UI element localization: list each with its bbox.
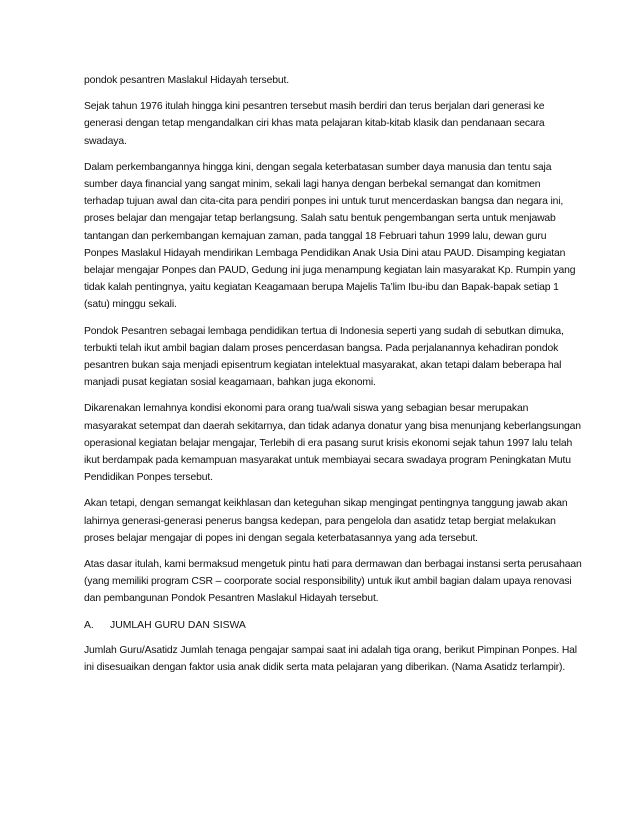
paragraph-economy: Dikarenakan lemahnya kondisi ekonomi para orang tua/wali siswa yang sebagian besar merupakan masyarakat setempat dan daerah sekitarnya, dan tidak adanya donatur yang bisa menunjang keberlangsungan operasional kegiatan belajar mengajar, Terlebih di era pasang surut krisis ekonomi sejak tahun 1997 lalu telah ikut berdampak pada kemampuan masyarakat untuk membiayai secara swadaya program Peningkatan Mutu Pendidikan Ponpes tersebut.: [84, 403, 581, 484]
paragraph-intro: pondok pesantren Maslakul Hidayah tersebut.: [84, 75, 289, 86]
paragraph-appeal: Atas dasar itulah, kami bermaksud mengetuk pintu hati para dermawan dan berbagai instansi serta perusahaan (yang memiliki program CSR – coorporate social responsibility) untuk ikut ambil bagian dalam upaya renovasi dan pembangunan Pondok Pesantren Maslakul Hidayah tersebut.: [84, 559, 582, 605]
paragraph-role: Pondok Pesantren sebagai lembaga pendidikan tertua di Indonesia seperti yang sudah di sebutkan dimuka, terbukti telah ikut ambil bagian dalam proses pencerdasan bangsa. Pada perjalanannya kehadiran pondok pesantren bukan saja menjadi episentrum kegiatan intelektual masyarakat, akan tetapi dalam beberapa hal manjadi pusat kegiatan sosial keagamaan, bahkan juga ekonomi.: [84, 325, 564, 389]
section-number: A.: [84, 619, 94, 631]
paragraph-development: Dalam perkembangannya hingga kini, dengan segala keterbatasan sumber daya manusia dan tentu saja sumber daya financial yang sangat minim, sekali lagi hanya dengan berbekal semangat dan komitmen terhadap tujuan awal dan cita-cita para pendiri ponpes ini untuk turut mencerdaskan bangsa dan negara ini, proses belajar dan mengajar tetap berlangsung. Salah satu bentuk pengembangan serta untuk menjawab tantangan dan perkembangan kemajuan zaman, pada tanggal 18 Februari tahun 1999 lalu, dewan guru Ponpes Maslakul Hidayah mendirikan Lembaga Pendidikan Anak Usia Dini atau PAUD. Disamping kegiatan belajar mengajar Ponpes dan PAUD, Gedung ini juga menampung kegiatan lain masyarakat Kp. Rumpin yang tidak kalah pentingnya, yaitu kegiatan Keagamaan berupa Majelis Ta’lim Ibu-ibu dan Bapak-bapak setiap 1 (satu) minggu sekali.: [84, 161, 576, 311]
section-title: JUMLAH GURU DAN SISWA: [110, 619, 246, 631]
paragraph-history: Sejak tahun 1976 itulah hingga kini pesantren tersebut masih berdiri dan terus berjalan dari generasi ke generasi dengan tetap mengandalkan ciri khas mata pelajaran kitab-kitab klasik dan pendanaan secara swadaya.: [84, 101, 545, 147]
section-heading-a: [84, 617, 582, 634]
paragraph-commitment: Akan tetapi, dengan semangat keikhlasan dan keteguhan sikap mengingat pentingnya tanggung jawab akan lahirnya generasi-generasi penerus bangsa kedepan, para pengelola dan asatidz tetap bergiat melakukan proses belajar mengajar di popes ini dengan segala keterbatasannya yang ada tersebut.: [84, 498, 568, 544]
paragraph-teachers: Jumlah Guru/Asatidz Jumlah tenaga pengajar sampai saat ini adalah tiga orang, berikut Pimpinan Ponpes. Hal ini disesuaikan dengan faktor usia anak didik serta mata pelajaran yang diberikan. (Nama Asatidz terlampir).: [84, 644, 577, 674]
